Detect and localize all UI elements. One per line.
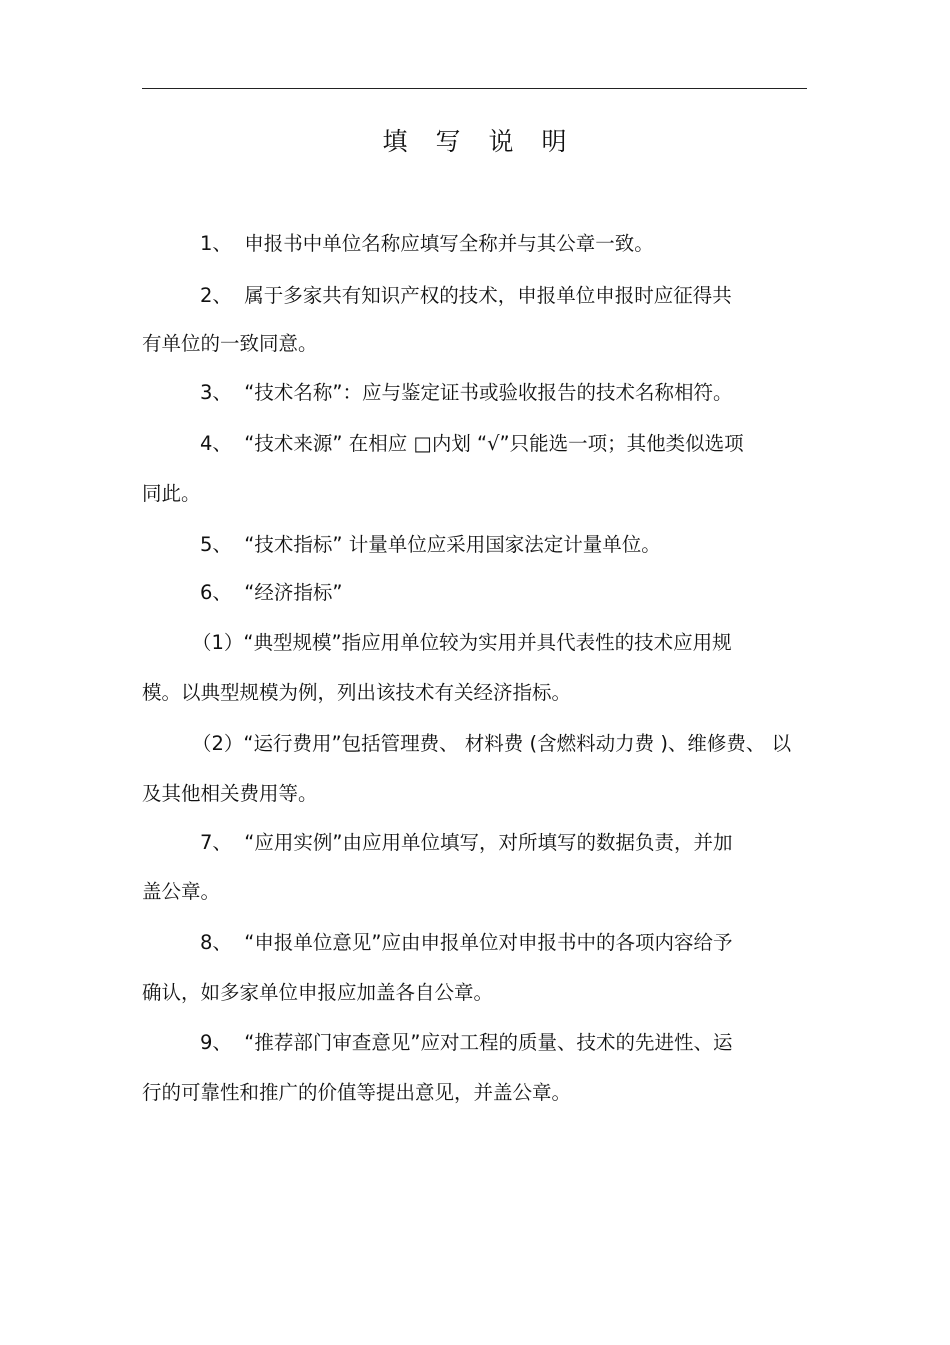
instruction-2-line-2: 有单位的一致同意。: [142, 332, 318, 355]
instruction-6-2-line-2: 及其他相关费用等。: [142, 782, 318, 805]
instruction-4-line-2: 同此。: [142, 482, 201, 505]
instruction-8-line-2: 确认，如多家单位申报应加盖各自公章。: [142, 981, 494, 1004]
instruction-7-line-1: 7、 “应用实例”由应用单位填写，对所填写的数据负责，并加: [200, 831, 733, 854]
instruction-7-line-2: 盖公章。: [142, 880, 221, 903]
instruction-5: 5、 “技术指标” 计量单位应采用国家法定计量单位。: [200, 533, 661, 556]
instruction-1: 1、 申报书中单位名称应填写全称并与其公章一致。: [200, 232, 654, 255]
page-title: 填写说明: [382, 127, 595, 156]
instruction-6-1-line-2: 模。以典型规模为例，列出该技术有关经济指标。: [142, 681, 572, 704]
instruction-9-line-2: 行的可靠性和推广的价值等提出意见，并盖公章。: [142, 1081, 572, 1104]
instruction-4-line-1: 4、 “技术来源” 在相应 □内划 “√”只能选一项；其他类似选项: [200, 432, 744, 455]
instruction-8-line-1: 8、 “申报单位意见”应由申报单位对申报书中的各项内容给予: [200, 931, 733, 954]
instruction-9-line-1: 9、 “推荐部门审查意见”应对工程的质量、技术的先进性、运: [200, 1031, 733, 1054]
instruction-6-2-line-1: （2）“运行费用”包括管理费、 材料费 (含燃料动力费 )、维修费、 以: [192, 732, 792, 755]
header-rule: [142, 88, 807, 89]
instruction-3: 3、 “技术名称”：应与鉴定证书或验收报告的技术名称相符。: [200, 381, 733, 404]
instruction-2-line-1: 2、 属于多家共有知识产权的技术，申报单位申报时应征得共: [200, 284, 732, 307]
instruction-6-1-line-1: （1）“典型规模”指应用单位较为实用并具代表性的技术应用规: [192, 631, 732, 654]
instruction-6: 6、 “经济指标”: [200, 581, 343, 604]
